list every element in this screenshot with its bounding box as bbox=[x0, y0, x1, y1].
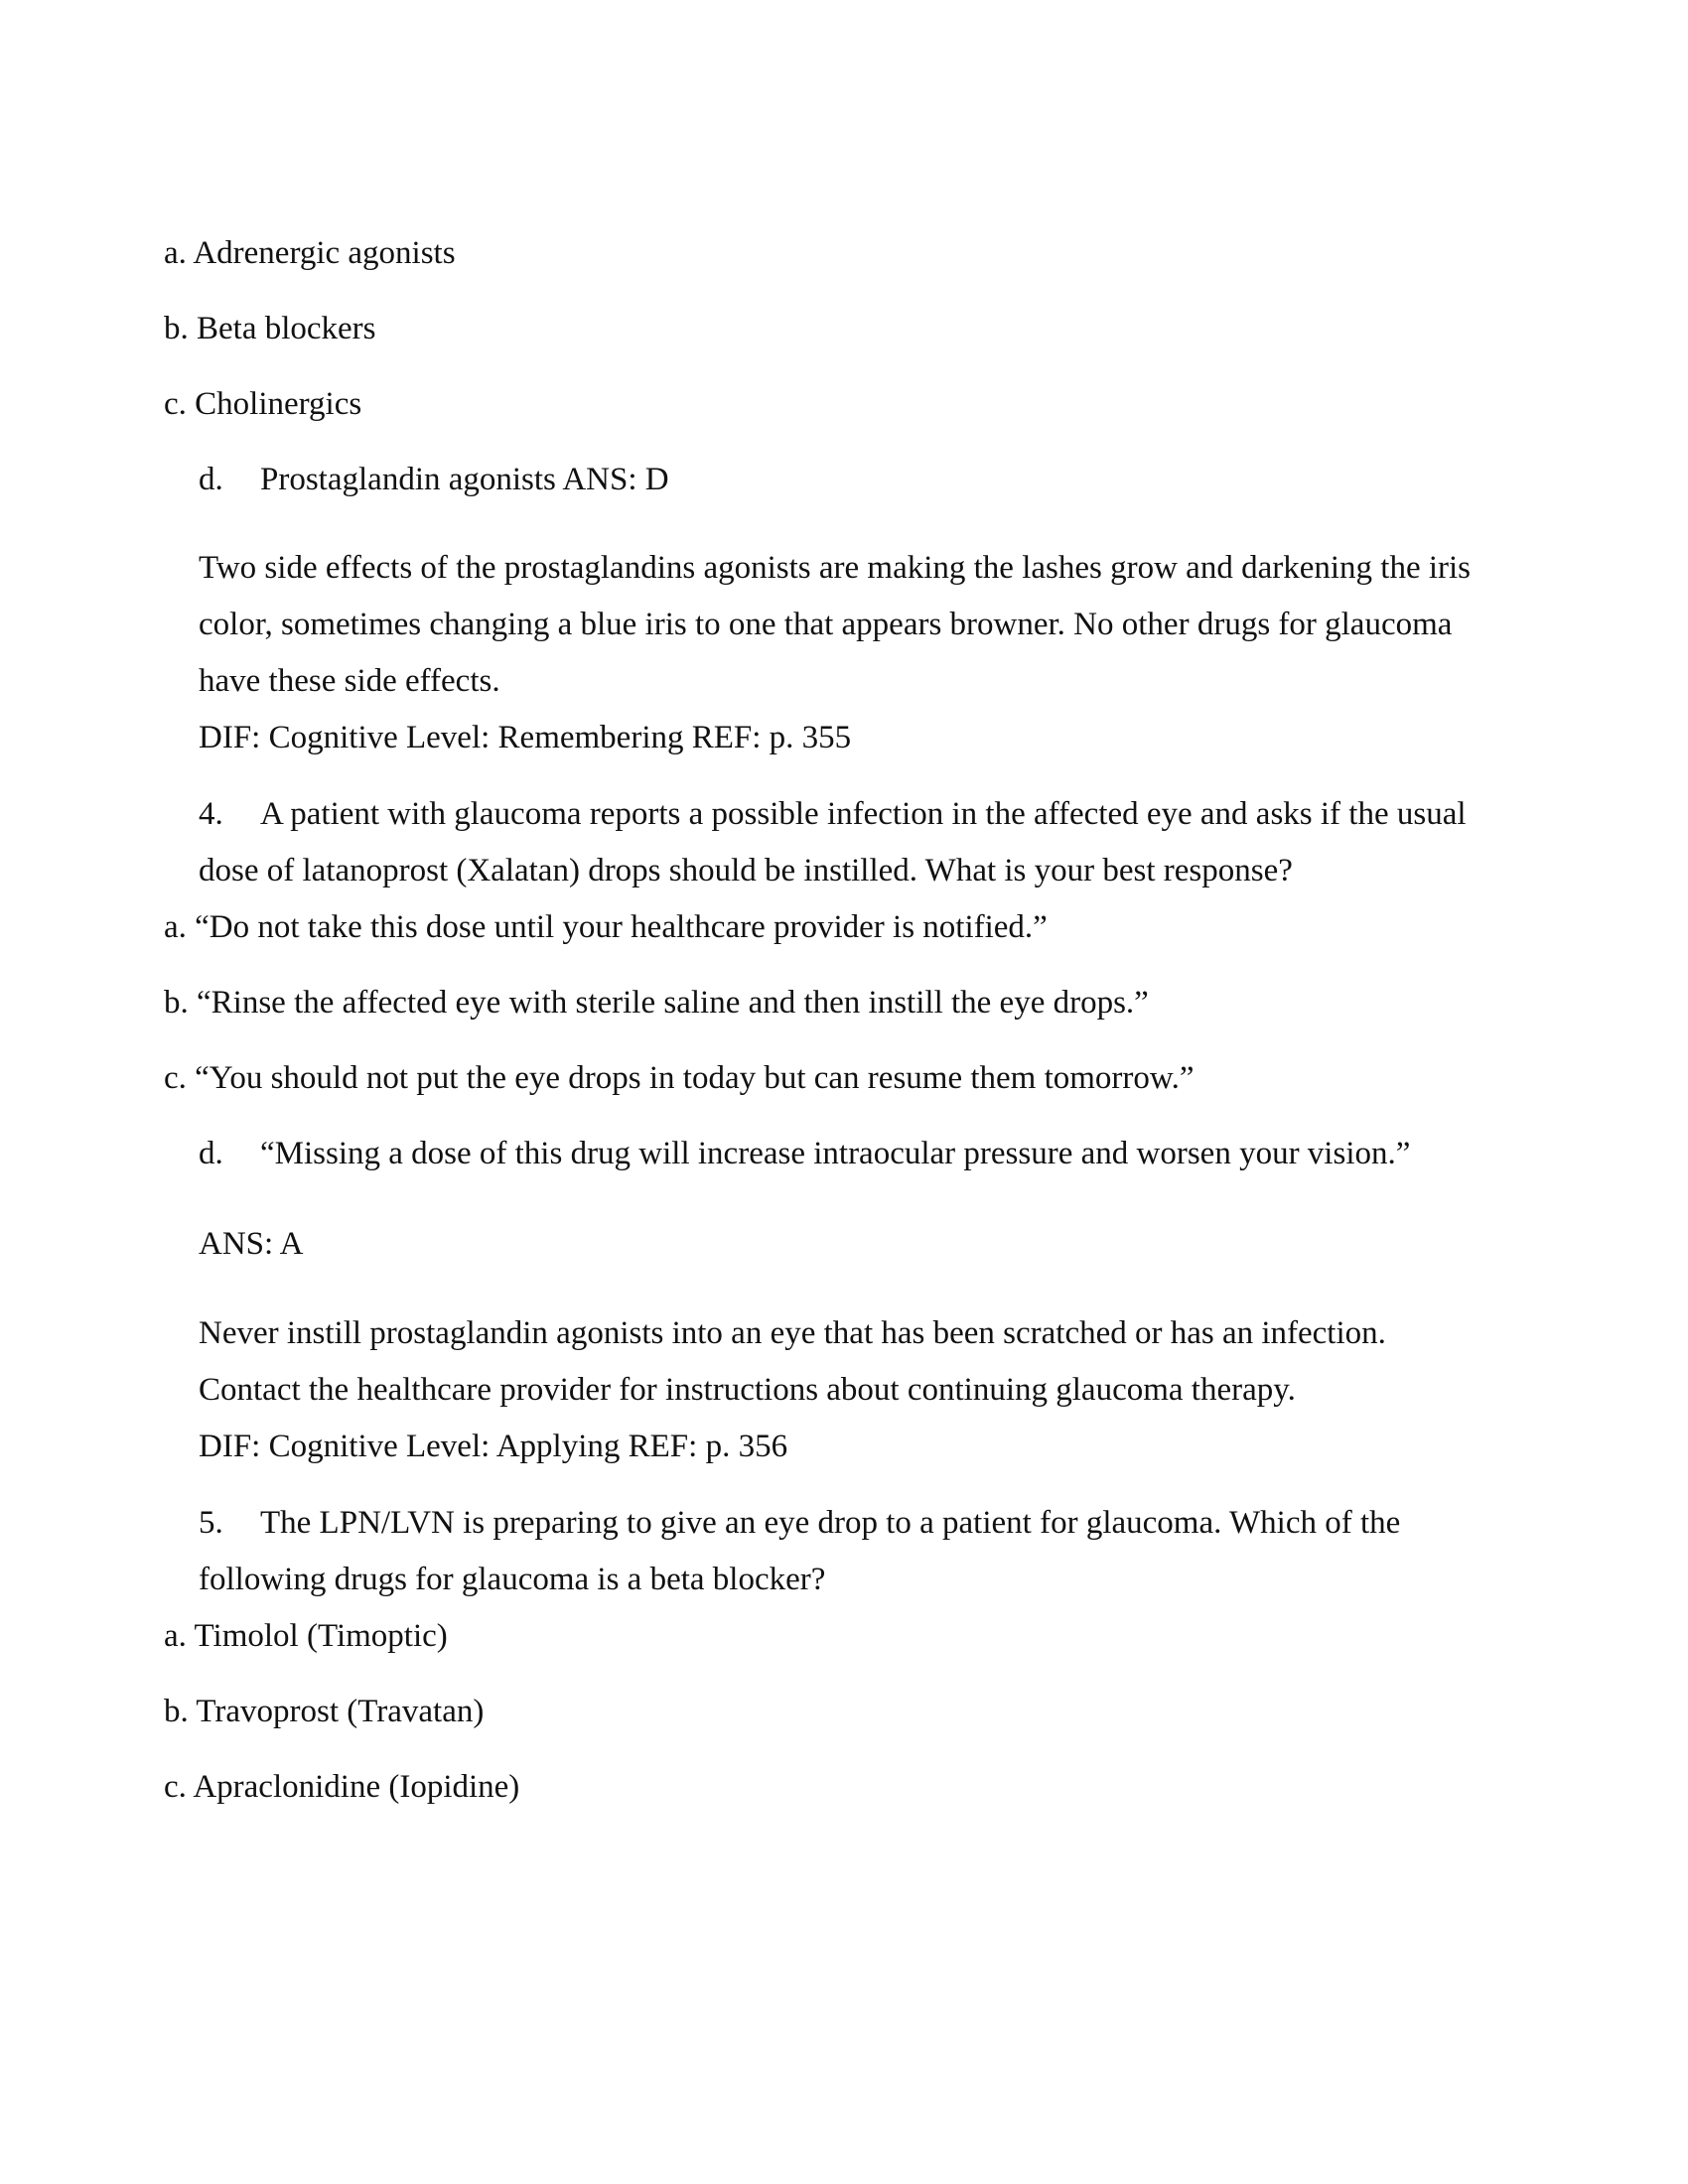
q3-rationale-line-1: Two side effects of the prostaglandins agonists are making the lashes grow and darkening the iris bbox=[199, 550, 1472, 586]
q3-option-d: Prostaglandin agonists ANS: D bbox=[260, 462, 669, 497]
q3-rationale-line-2: color, sometimes changing a blue iris to one that appears browner. No other drugs for glaucoma bbox=[199, 607, 1453, 642]
q4-number: 4. bbox=[199, 796, 223, 832]
q3-option-d-marker: d. bbox=[199, 462, 223, 497]
q4-option-b: b. “Rinse the affected eye with sterile saline and then instill the eye drops.” bbox=[164, 985, 1149, 1021]
q4-stem-line-2: dose of latanoprost (Xalatan) drops should be instilled. What is your best response? bbox=[199, 853, 1293, 888]
q4-dif: DIF: Cognitive Level: Applying REF: p. 356 bbox=[199, 1429, 788, 1464]
q4-rationale-line-2: Contact the healthcare provider for instructions about continuing glaucoma therapy. bbox=[199, 1372, 1296, 1408]
q4-option-d-marker: d. bbox=[199, 1136, 223, 1171]
q5-number: 5. bbox=[199, 1505, 223, 1541]
q5-option-a: a. Timolol (Timoptic) bbox=[164, 1618, 448, 1654]
q5-option-c: c. Apraclonidine (Iopidine) bbox=[164, 1769, 520, 1805]
q4-option-c: c. “You should not put the eye drops in today but can resume them tomorrow.” bbox=[164, 1060, 1195, 1096]
q3-rationale-line-3: have these side effects. bbox=[199, 663, 500, 699]
q4-rationale-line-1: Never instill prostaglandin agonists into an eye that has been scratched or has an infection. bbox=[199, 1315, 1386, 1351]
q5-option-b: b. Travoprost (Travatan) bbox=[164, 1694, 485, 1729]
q4-option-a: a. “Do not take this dose until your healthcare provider is notified.” bbox=[164, 909, 1048, 945]
q4-option-d: “Missing a dose of this drug will increase intraocular pressure and worsen your vision.” bbox=[260, 1136, 1411, 1171]
q4-stem-line-1: A patient with glaucoma reports a possible infection in the affected eye and asks if the usual bbox=[260, 796, 1467, 832]
q3-option-c: c. Cholinergics bbox=[164, 386, 362, 422]
q3-option-b: b. Beta blockers bbox=[164, 311, 376, 346]
q5-stem-line-2: following drugs for glaucoma is a beta blocker? bbox=[199, 1562, 826, 1597]
q5-stem-line-1: The LPN/LVN is preparing to give an eye drop to a patient for glaucoma. Which of the bbox=[260, 1505, 1401, 1541]
q3-dif: DIF: Cognitive Level: Remembering REF: p. 355 bbox=[199, 720, 852, 755]
q3-option-a: a. Adrenergic agonists bbox=[164, 235, 456, 271]
q4-answer: ANS: A bbox=[199, 1226, 304, 1262]
